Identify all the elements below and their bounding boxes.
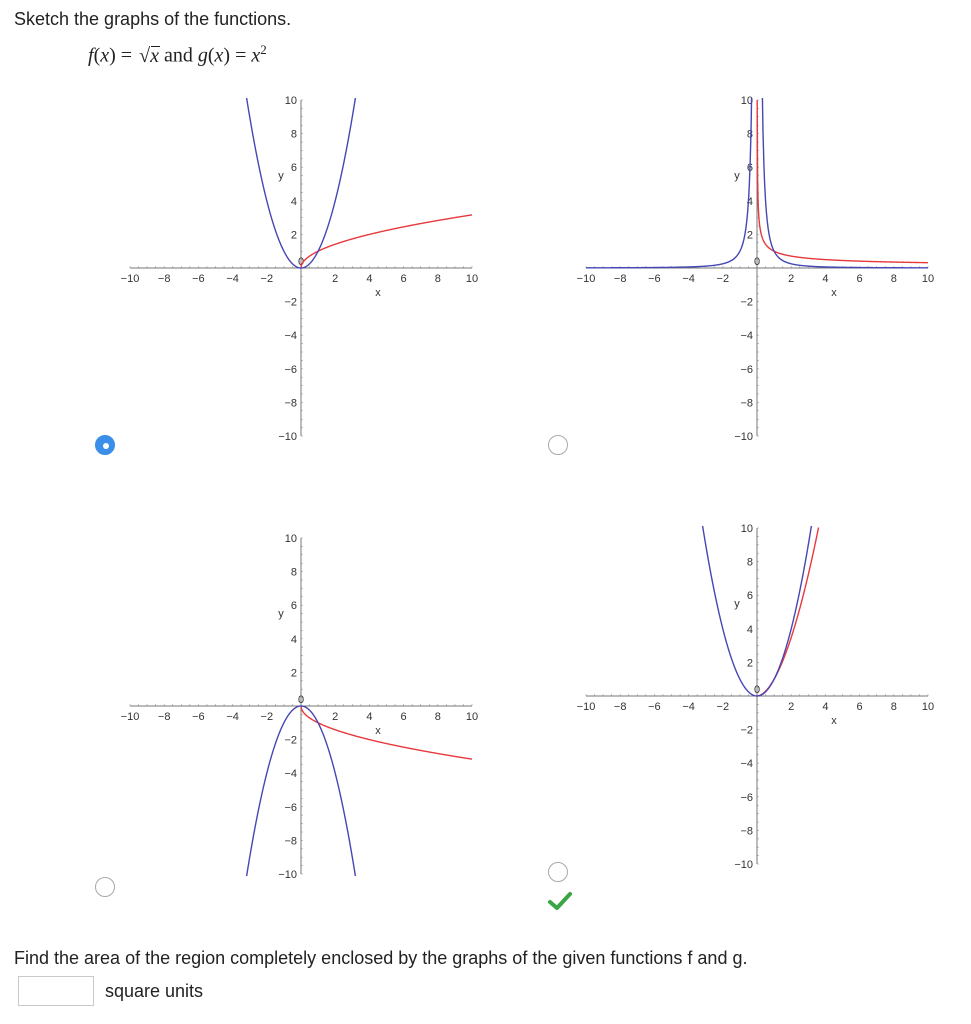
x-tick-label: −6 (648, 701, 661, 713)
f-arg: x (100, 44, 110, 67)
x-axis-label: x (375, 287, 381, 299)
x-tick-label: −8 (613, 273, 627, 285)
x-tick-label: 4 (822, 701, 829, 713)
g-name: g (197, 44, 208, 67)
y-tick-label: −4 (284, 768, 297, 781)
x-tick-label: 2 (332, 273, 339, 285)
y-tick-label: 2 (290, 667, 297, 680)
f-name: f (88, 44, 94, 67)
x-axis-label: x (831, 715, 837, 727)
x-axis-label: x (831, 287, 837, 299)
y-tick-label: −8 (284, 835, 297, 848)
x-tick-label: −8 (157, 273, 171, 285)
y-tick-label: −8 (284, 397, 297, 410)
x-tick-label: −6 (192, 711, 205, 723)
graph-option-1 (120, 92, 480, 444)
y-tick-label: 8 (746, 128, 753, 141)
y-tick-label: 10 (284, 95, 297, 107)
x-tick-label: −10 (120, 711, 140, 723)
y-tick-label: 6 (290, 600, 297, 613)
x-tick-label: 8 (434, 273, 441, 285)
graph-option-4 (576, 520, 936, 872)
x-tick-label: 4 (822, 273, 829, 285)
x-tick-label: 4 (366, 711, 373, 723)
x-tick-label: 0 (297, 256, 305, 268)
x-tick-label: −2 (260, 273, 274, 285)
y-tick-label: 6 (746, 590, 753, 603)
x-tick-label: 10 (465, 711, 479, 723)
y-tick-label: 8 (290, 566, 297, 579)
y-tick-label: 2 (746, 229, 753, 242)
y-tick-label: −6 (284, 801, 297, 814)
x-tick-label: −2 (716, 701, 730, 713)
x-tick-label: 0 (297, 694, 305, 706)
x-tick-label: 6 (400, 711, 407, 723)
x-tick-label: −2 (716, 273, 730, 285)
y-tick-label: 2 (746, 657, 753, 670)
units-label: square units (105, 981, 204, 1001)
x-tick-label: 8 (890, 701, 897, 713)
g-base: x (251, 44, 261, 67)
radio-option-2[interactable] (548, 435, 568, 455)
y-tick-label: −8 (740, 397, 753, 410)
series-f-curve (757, 100, 928, 263)
y-tick-label: −4 (284, 330, 297, 343)
y-tick-label: 4 (746, 195, 753, 208)
y-tick-label: 10 (740, 523, 753, 535)
y-tick-label: 6 (290, 162, 297, 175)
y-tick-label: −2 (740, 296, 753, 309)
y-tick-label: −10 (278, 431, 297, 443)
x-tick-label: −4 (682, 701, 695, 713)
area-answer-input[interactable] (18, 976, 94, 1006)
y-tick-label: −10 (734, 859, 753, 871)
g-arg: x (214, 44, 224, 67)
x-tick-label: −6 (648, 273, 661, 285)
x-tick-label: 2 (788, 273, 795, 285)
and-word: and (163, 44, 193, 67)
x-tick-label: 0 (753, 684, 761, 696)
g-equals: = (235, 44, 247, 67)
x-tick-label: 10 (465, 273, 479, 285)
prompt-text: Sketch the graphs of the functions. (14, 9, 292, 29)
function-formula: f(x) = √ x and $g(x) = x^2$ (88, 42, 267, 67)
radio-option-4[interactable] (548, 862, 568, 882)
y-tick-label: 8 (290, 128, 297, 141)
x-axis-label: x (375, 725, 381, 737)
y-tick-label: −4 (740, 758, 753, 771)
y-tick-label: −8 (740, 825, 753, 838)
x-tick-label: −2 (260, 711, 274, 723)
series-f-curve (757, 527, 819, 696)
y-tick-label: −10 (734, 431, 753, 443)
x-tick-label: 2 (332, 711, 339, 723)
y-axis-label: y (278, 607, 284, 620)
y-tick-label: −6 (740, 791, 753, 804)
square-root: √ x (139, 44, 159, 67)
radio-option-3[interactable] (95, 877, 115, 897)
y-tick-label: 4 (746, 623, 753, 636)
radio-option-1[interactable] (95, 435, 115, 455)
correct-check-icon (547, 890, 573, 912)
x-tick-label: 10 (921, 273, 935, 285)
g-exponent: 2 (260, 42, 267, 57)
y-tick-label: 2 (290, 229, 297, 242)
y-axis-label: y (734, 169, 740, 182)
question-text: Find the area of the region completely enclosed by the graphs of the given functions f and g. (14, 948, 748, 968)
x-tick-label: 6 (856, 273, 863, 285)
x-tick-label: 0 (753, 256, 761, 268)
x-tick-label: 8 (434, 711, 441, 723)
series-f-curve (301, 215, 472, 268)
y-tick-label: −6 (284, 363, 297, 376)
x-tick-label: 4 (366, 273, 373, 285)
y-tick-label: 4 (290, 195, 297, 208)
graph-option-3 (120, 530, 480, 882)
sqrt-arg: x (150, 44, 159, 67)
x-tick-label: −6 (192, 273, 205, 285)
y-tick-label: −2 (284, 296, 297, 309)
x-tick-label: −4 (682, 273, 695, 285)
f-equals: = (120, 44, 133, 67)
y-tick-label: 10 (740, 95, 753, 107)
x-tick-label: 10 (921, 701, 935, 713)
x-tick-label: −10 (576, 701, 596, 713)
y-tick-label: −2 (740, 724, 753, 737)
y-tick-label: −6 (740, 363, 753, 376)
x-tick-label: −4 (226, 711, 239, 723)
y-axis-label: y (278, 169, 284, 182)
y-tick-label: −4 (740, 330, 753, 343)
series-f-curve (301, 706, 472, 759)
x-tick-label: 6 (400, 273, 407, 285)
y-tick-label: 10 (284, 533, 297, 545)
x-tick-label: −4 (226, 273, 239, 285)
x-tick-label: −10 (576, 273, 596, 285)
graph-option-2 (576, 92, 936, 444)
y-tick-label: −10 (278, 869, 297, 881)
x-tick-label: −8 (157, 711, 171, 723)
y-tick-label: 8 (746, 556, 753, 569)
x-tick-label: 2 (788, 701, 795, 713)
x-tick-label: 6 (856, 701, 863, 713)
y-tick-label: −2 (284, 734, 297, 747)
x-tick-label: −8 (613, 701, 627, 713)
y-tick-label: 6 (746, 162, 753, 175)
x-tick-label: −10 (120, 273, 140, 285)
y-tick-label: 4 (290, 633, 297, 646)
y-axis-label: y (734, 597, 740, 610)
x-tick-label: 8 (890, 273, 897, 285)
